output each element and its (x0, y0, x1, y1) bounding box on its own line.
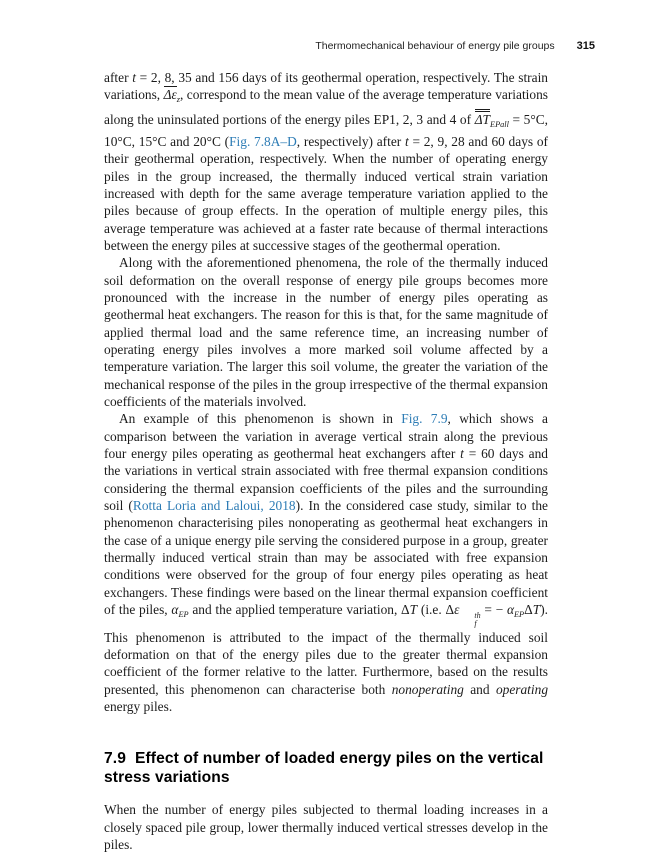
paragraph: after t = 2, 8, 35 and 156 days of its geothermal operation, respectively. The strain variations, $\Delta\varepsilon_z$, correspond to the mean value of the average temperature variations along the uninsulated portions of the energy piles EP1, 2, 3 and 4 of $\Delta T_{EPall} = 5^\circ C$, 10°C, 15°C and 20°C (Fig. 7.8A–D, respectively) after t = 2, 9, 28 and 60 days of their geothermal operation, respectively. When the number of operating energy piles in the group increased, the thermally induced vertical strain variation increased with depth for the same average temperature variation applied to the piles because of group effects. In the operation of multiple energy piles, this average temperature was achieved at a faster rate because of thermal interactions between the energy piles at successive stages of the geothermal operation. (104, 70, 549, 253)
italic-text: t (460, 446, 464, 462)
page-body (104, 69, 548, 853)
paragraph: When the number of energy piles subjected to thermal loading increases in a closely spaced pile group, lower thermally induced vertical stresses develop in the piles. (104, 802, 548, 853)
cross-reference-link[interactable]: Rotta Loria and Laloui, 2018 (132, 498, 296, 514)
page-header (104, 40, 595, 52)
italic-text: nonoperating (391, 681, 464, 697)
math-double-overline: ΔT (475, 109, 490, 126)
italic-text: ε (454, 602, 460, 618)
paragraph: Along with the aforementioned phenomena, the role of the thermally induced soil deformation on the overall response of energy pile groups becomes more pronounced with the increase in the number of energy piles operating as geothermal heat exchangers. The reason for this is that, for the same magnitude of applied thermal load and the same reference time, an increasing number of operating energy piles involves a more marked soil volume affected by a temperature variation. The larger this soil volume, the greater the variation of the mechanical response of the piles in the group irrespective of the thermal expansion coefficients of the materials involved. (104, 255, 548, 409)
italic-text: t (405, 133, 409, 149)
italic-text: α (171, 602, 179, 618)
math-superscript: th (474, 610, 481, 620)
math-subscript: EP (513, 610, 525, 620)
paragraph: An example of this phenomenon is shown in Fig. 7.9, which shows a comparison between the variation in average vertical strain along the previous four energy piles operating as geothermal heat exchangers after t = 60 days and the variations in vertical strain associated with free thermal expansion conditions considering the thermal expansion coefficients of the piles and the surrounding soil (Rotta Loria and Laloui, 2018). In the considered case study, similar to the phenomenon characterising piles nonoperating as geothermal heat exchangers in the case of a unique energy pile serving the considered purpose in a group, greater thermally induced vertical strain than may be associated with free expansion conditions were observed for the group of four energy piles operating as heat exchangers. These findings were based on the linear thermal expansion coefficient of the piles, $\alpha_{EP}$ and the applied temperature variation, ΔT (i.e. Δε th f = − $\alpha_{EP}\Delta T$). This phenomenon is attributed to the impact of the thermally induced soil deformation on that of the energy piles due to the greater thermal expansion coefficient of the former relative to the latter. Furthermore, based on the results presented, this phenomenon can characterise both nonoperating and operating energy piles. (104, 411, 549, 714)
cross-reference-link[interactable]: Fig. 7.9 (401, 411, 448, 427)
section-number: 7.9 (104, 750, 126, 768)
math-subscript: f (474, 619, 477, 629)
math-overline: Δε (163, 87, 177, 103)
math-subscript: EP (178, 610, 189, 620)
italic-text: t (132, 70, 136, 85)
math-subscript: z (176, 95, 180, 105)
italic-text: T (409, 602, 418, 618)
section-title: Effect of number of loaded energy piles on the vertical stress variations (104, 750, 544, 786)
italic-text: α (506, 602, 514, 618)
cross-reference-link[interactable]: Fig. 7.8A–D (229, 133, 297, 149)
italic-text: operating (495, 681, 549, 697)
math-supsub (459, 612, 480, 629)
page-number: 315 (576, 40, 595, 52)
math-subscript: EPall (490, 119, 509, 129)
running-title: Thermomechanical behaviour of energy pile groups (315, 40, 555, 52)
section-heading (104, 750, 548, 787)
italic-text: T (532, 602, 541, 618)
